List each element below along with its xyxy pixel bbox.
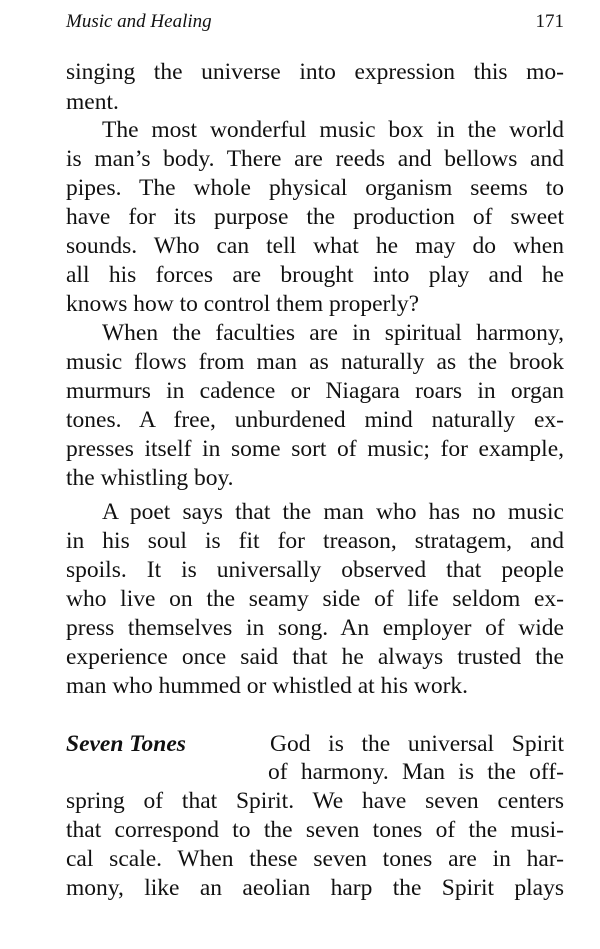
text-line: presses itself in some sort of music; for example, [66,436,564,462]
text-line: ment. [66,89,119,115]
text-line: of harmony. Man is the off- [268,759,564,785]
section-heading: Seven Tones [66,731,186,757]
text-line: sounds. Who can tell what he may do when [66,233,564,259]
page-number: 171 [535,11,564,32]
text-line: press themselves in song. An employer of wide [66,615,564,641]
text-line: cal scale. When these seven tones are in har- [66,846,564,872]
text-line: spoils. It is universally observed that people [66,557,564,583]
text-line: music flows from man as naturally as the brook [66,349,564,375]
text-line: singing the universe into expression this mo- [66,59,564,85]
text-line: have for its purpose the production of sweet [66,204,564,230]
text-line: A poet says that the man who has no music [102,499,564,525]
text-line: mony, like an aeolian harp the Spirit plays [66,875,564,901]
text-line: who live on the seamy side of life seldom ex- [66,586,564,612]
page-header [66,8,564,36]
text-line: When the faculties are in spiritual harmony, [102,320,564,346]
text-line: God is the universal Spirit [270,731,564,757]
text-line: pipes. The whole physical organism seems to [66,175,564,201]
text-line: experience once said that he always trusted the [66,644,564,670]
text-line: the whistling boy. [66,465,234,491]
text-line: knows how to control them properly? [66,291,420,317]
text-line: murmurs in cadence or Niagara roars in organ [66,378,564,404]
text-line: The most wonderful music box in the world [102,117,564,143]
running-title: Music and Healing [66,11,212,32]
text-line: man who hummed or whistled at his work. [66,673,469,699]
text-line: is man’s body. There are reeds and bellows and [66,146,564,172]
text-line: tones. A free, unburdened mind naturally ex- [66,407,564,433]
text-line: spring of that Spirit. We have seven centers [66,788,564,814]
text-line: in his soul is fit for treason, stratagem, and [66,528,564,554]
text-line: that correspond to the seven tones of the musi- [66,817,564,843]
text-line: all his forces are brought into play and he [66,262,564,288]
